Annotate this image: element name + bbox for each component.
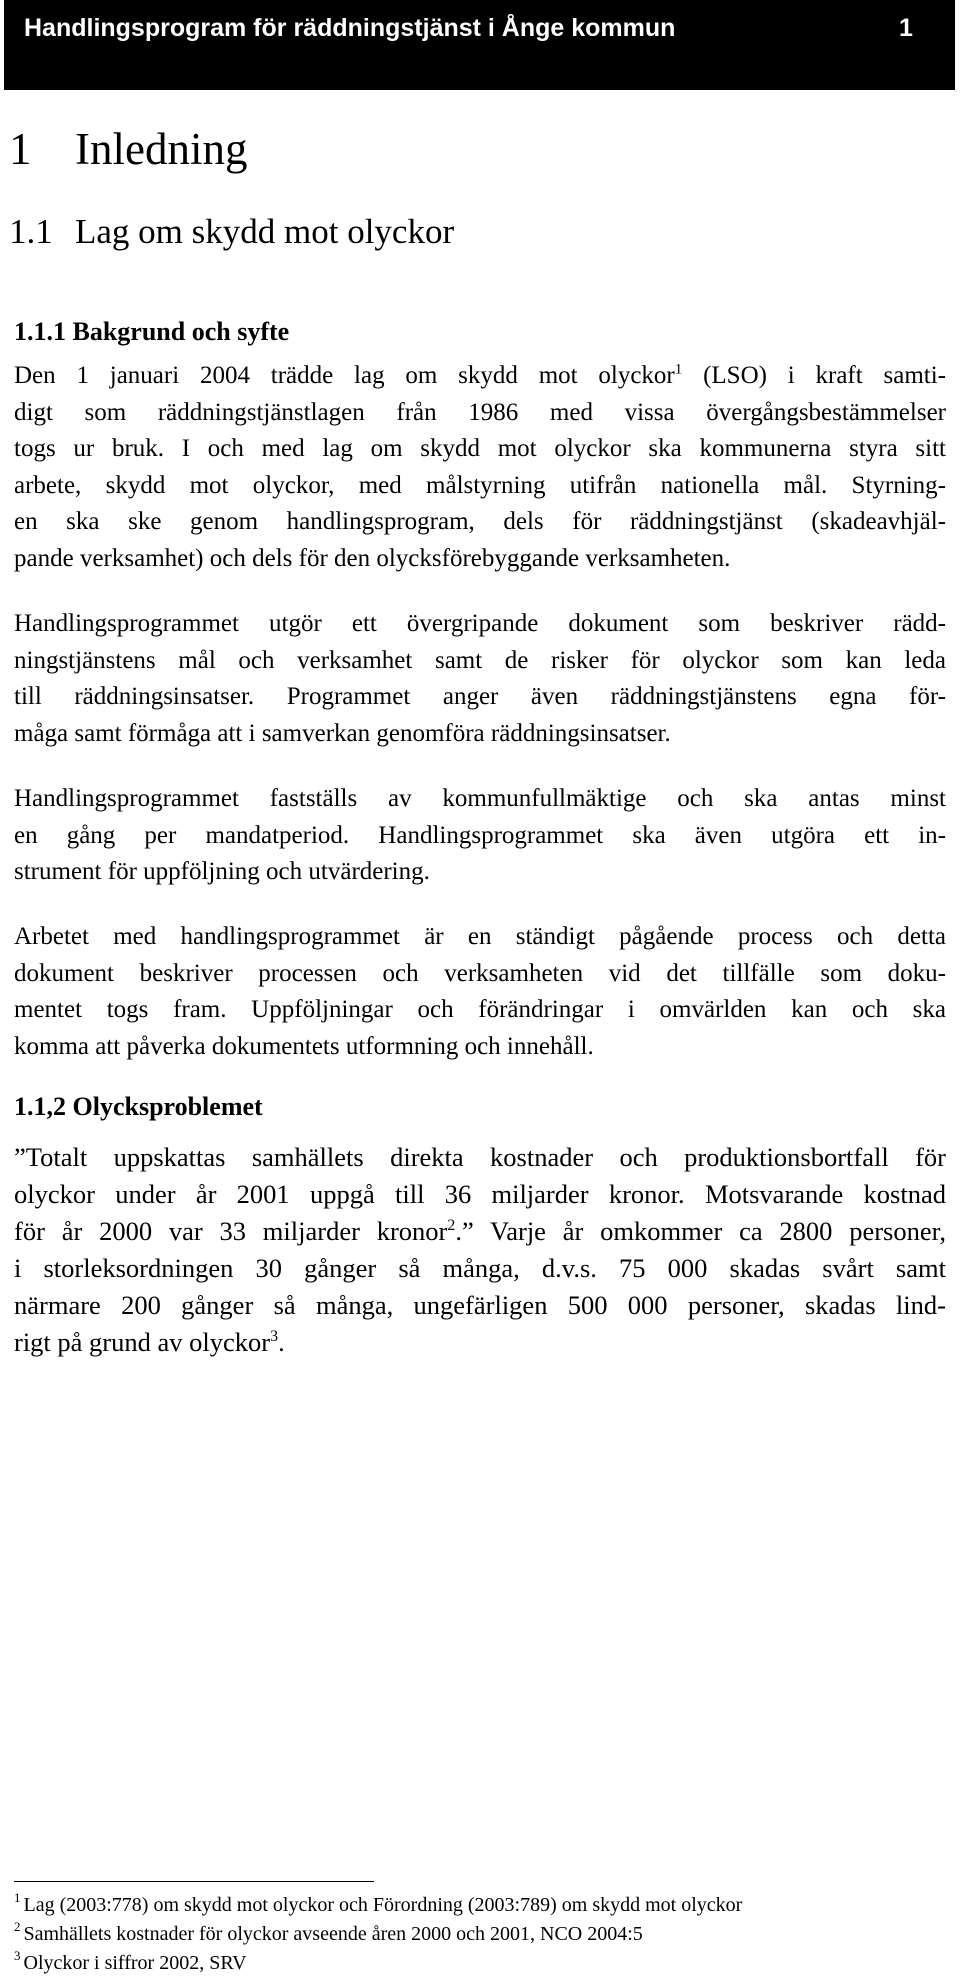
paragraph-faststalls [14,781,946,891]
paragraph-handlingsprogram-mal [14,606,946,752]
chapter-title: Inledning [75,124,248,174]
section-heading [9,210,454,254]
text-line: arbete, skydd mot olyckor, med målstyrning utifrån nationella mål. Styrning- [14,471,946,499]
paragraph-olycksproblemet [14,1139,946,1361]
text-line: en gång per mandatperiod. Handlingsprogrammet ska även utgöra ett in- [14,821,946,849]
footnote-text: Lag (2003:778) om skydd mot olyckor och Förordning (2003:789) om skydd mot olyckor [23,1894,743,1916]
text-line: togs ur bruk. I och med lag om skydd mot olyckor ska kommunerna styra sitt [14,435,946,462]
text-line: rigt på grund av olyckor$^3$. [14,1327,285,1357]
text-line: närmare 200 gånger så många, ungefärligen 500 000 personer, skadas lind- [14,1290,946,1320]
text-line: dokument beskriver processen och verksamheten vid det tillfälle som doku- [14,959,946,987]
footnote-mark: 3 [14,1948,21,1963]
subsection-heading-olycksproblemet: 1.1,2 Olycksproblemet [14,1092,263,1121]
footnote-ref: 2 [447,1217,456,1235]
text-line: mentet togs fram. Uppföljningar och förändringar i omvärlden kan och ska [14,996,946,1023]
footnote-1 [14,1890,743,1917]
page-number: 1 [899,14,913,42]
page-header [4,0,955,90]
text-line: till räddningsinsatser. Programmet anger även räddningstjänstens egna för- [14,683,946,710]
text-line: Handlingsprogrammet utgör ett övergripande dokument som beskriver rädd- [14,610,946,637]
text-line: olyckor under år 2001 uppgå till 36 miljarder kronor. Motsvarande kostnad [14,1179,946,1209]
footnote-mark: 1 [14,1890,21,1905]
text-line: ”Totalt uppskattas samhällets direkta kostnader och produktionsbortfall för [14,1142,946,1172]
footnote-3 [14,1948,247,1975]
footnote-mark: 2 [14,1919,21,1934]
text-line: pande verksamhet) och dels för den olycksförebyggande verksamheten. [14,544,731,572]
text-line: en ska ske genom handlingsprogram, dels för räddningstjänst (skadeavhjäl- [14,508,946,535]
footnote-2 [14,1919,643,1946]
text-line: Den 1 januari 2004 trädde lag om skydd mot olyckor$^1$ (LSO) i kraft samti- [14,361,946,389]
text-line: strument för uppföljning och utvärdering. [14,858,430,885]
section-title: Lag om skydd mot olyckor [75,212,455,251]
text-line: komma att påverka dokumentets utformning och innehåll. [14,1032,594,1060]
text-line: Handlingsprogrammet fastställs av kommunfullmäktige och ska antas minst [14,785,946,812]
footnote-text: Olyckor i siffror 2002, SRV [23,1952,247,1974]
text-line: i storleksordningen 30 gånger så många, d.v.s. 75 000 skadas svårt samt [14,1253,946,1283]
paragraph-process [14,919,946,1065]
document-title: Handlingsprogram för räddningstjänst i Ånge kommun [24,14,676,42]
section-number: 1.1 [9,212,53,251]
footnote-text: Samhällets kostnader för olyckor avseende åren 2000 och 2001, NCO 2004:5 [23,1923,643,1945]
chapter-heading [9,121,247,177]
subsection-heading-bakgrund: 1.1.1 Bakgrund och syfte [14,317,290,346]
text-line: digt som räddningstjänstlagen från 1986 med vissa övergångsbestämmelser [14,398,946,426]
footnote-ref: 1 [674,361,683,378]
paragraph-bakgrund [14,358,946,577]
footnote-divider [14,1881,374,1882]
text-line: för år 2000 var 33 miljarder kronor$^2$.” Varje år omkommer ca 2800 personer, [14,1216,946,1246]
chapter-number: 1 [9,124,32,174]
text-line: Arbetet med handlingsprogrammet är en ständigt pågående process och detta [14,923,946,950]
footnote-ref: 3 [270,1328,279,1346]
text-line: måga samt förmåga att i samverkan genomföra räddningsinsatser. [14,719,671,747]
text-line: ningstjänstens mål och verksamhet samt de risker för olyckor som kan leda [14,646,946,674]
